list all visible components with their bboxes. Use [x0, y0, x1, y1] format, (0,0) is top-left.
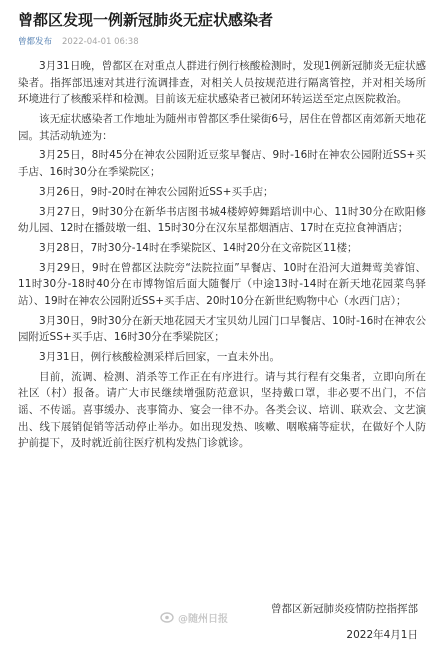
publisher-link[interactable]: 曾都发布: [18, 37, 53, 47]
watermark: [160, 610, 228, 625]
article-meta: [18, 36, 426, 48]
paragraph-6: 3月28日，7时30分-14时在季梁院区、14时20分在文帝院区11楼；: [39, 241, 358, 254]
paragraph-8: 3月30日，9时30分在新天地花园天才宝贝幼儿园门口早餐店、10时-16时在神农公园附近SS+买手店、16时30分在季梁院区；: [18, 314, 426, 344]
paragraph-4: 3月26日，9时-20时在神农公园附近SS+买手店；: [39, 185, 274, 198]
article-body: [18, 58, 426, 452]
article-headline: 曾都区发现一例新冠肺炎无症状感染者: [18, 11, 274, 29]
paragraph-7: 3月29日，9时在曾都区法院旁“法院拉面”早餐店、10时在沿河大道舞莺美睿馆、11时30分-18时40分在市博物馆后面大随餐厅（中途13时-14时在新天地花园菜鸟驿站）、19时在神农公园附近SS+买手店、20时10分在新世纪购物中心（水西门店）；: [18, 261, 426, 307]
paragraph-2: 该无症状感染者工作地址为随州市曾都区季仕梁街6号，居住在曾都区南郊新天地花园。其活动轨迹为：: [18, 112, 426, 142]
signature-organization: 曾都区新冠肺炎疫情防控指挥部: [271, 603, 418, 615]
paragraph-1: 3月31日晚，曾都区在对重点人群进行例行核酸检测时，发现1例新冠肺炎无症状感染者。指挥部迅速对其进行流调排查，对相关人员按规范进行隔离管控，并对相关场所环境进行了核酸采样和检测。目前该无症状感染者已被闭环转运送至定点医院救治。: [18, 60, 426, 106]
paragraph-9: 3月31日，例行核酸检测采样后回家，一直未外出。: [39, 351, 281, 363]
paragraph-3: 3月25日，8时45分在神农公园附近豆浆早餐店、9时-16时在神农公园附近SS+买手店、16时30分在季梁院区；: [18, 149, 426, 178]
paragraph-5: 3月27日，9时30分在新华书店图书城4楼婷婷舞蹈培训中心、11时30分在欧阳修幼儿园、12时在播鼓墩一组、15时30分在汉东星都烟酒店、17时在克拉食神酒店；: [18, 205, 426, 235]
publish-datetime: 2022-04-01 06:38: [62, 37, 139, 47]
paragraph-10: 目前，流调、检测、消杀等工作正在有序进行。请与其行程有交集者，立即向所在社区（村）报备。请广大市民继续增强防范意识，坚持戴口罩，非必要不出门，不信谣、不传谣。喜事缓办、丧事简办、宴会一律不办。各类会议、培训、联欢会、文艺演出、线下展销促销等活动停止举办。如出现发热、咳嗽、咽喉痛等症状，在做好个人防护前提下，及时就近前往医疗机构发热门诊就诊。: [18, 370, 426, 450]
watermark-text: @随州日报: [178, 614, 228, 625]
weibo-eye-icon: [160, 612, 174, 623]
signature-date: 2022年4月1日: [346, 629, 418, 641]
